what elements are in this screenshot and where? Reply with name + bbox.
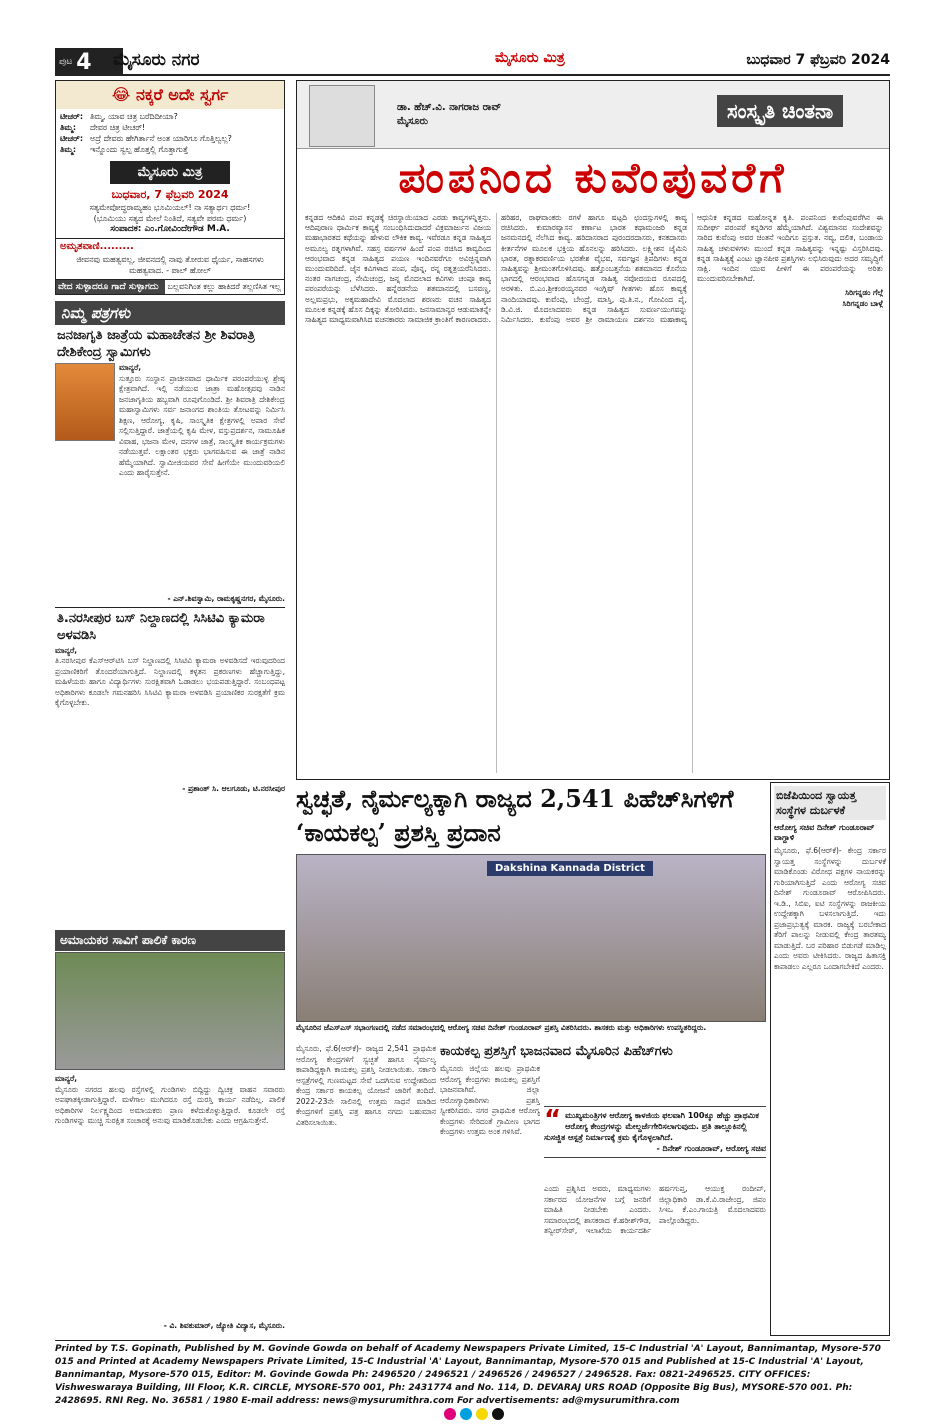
side-news-box: [770, 782, 890, 1336]
letter2-text: ತಿ.ನರಸೀಪುರ ಕೆಎಸ್‌ಆರ್‌ಟಿಸಿ ಬಸ್ ನಿಲ್ದಾಣದಲ್ಲಿ ಸಿಸಿಟಿವಿ ಕ್ಯಾಮರಾ ಅಳವಡಿಸದೆ ಇರುವುದರಿಂದ ಪ್ರಯಾಣಿಕರಿಗೆ ತೊಂದರೆಯಾಗುತ್ತಿದೆ. ನಿಲ್ದಾಣದಲ್ಲಿ ಕಳ್ಳತನ ಪ್ರಕರಣಗಳು ಹೆಚ್ಚಾಗುತ್ತಿದ್ದು, ಮಹಿಳೆಯರು ಹಾಗೂ ವಿದ್ಯಾರ್ಥಿಗಳು ಸುರಕ್ಷಿತವಾಗಿ ಓಡಾಡಲು ಭಯಪಡುತ್ತಿದ್ದಾರೆ. ಸಂಬಂಧಪಟ್ಟ ಅಧಿಕಾರಿಗಳು ಕೂಡಲೇ ಗಮನಹರಿಸಿ ಸಿಸಿಟಿವಿ ಕ್ಯಾಮರಾ ಅಳವಡಿಸಿ ಪ್ರಯಾಣಿಕರ ಸುರಕ್ಷತೆಗೆ ಕ್ರಮ ಕೈಗೊಳ್ಳಬೇಕು.: [55, 656, 285, 707]
masthead: ಮೈಸೂರು ಮಿತ್ರ: [495, 50, 565, 66]
quote-mark-icon: “: [544, 1105, 562, 1135]
motto: ಸತ್ಯಮೇವೋದ್ಧರಾಮ್ಯಹಂ ಭೂಮಿಯಲ್! ನಾ ಸತ್ಯಾರ್ಥಃ ಧರ್ಮ!: [89, 203, 251, 212]
amayaka-salutation: ಮಾನ್ಯರೆ,: [55, 1074, 78, 1083]
letter2-signature: - ಪ್ರಶಾಂತ್ ಸಿ. ಆಲಗೂಡು, ಟಿ.ನರಸೀಪುರ: [182, 784, 285, 793]
dialogue-line: ಟೀಚರ್: ತಿಮ್ಮ, ಯಾವ ಚಿತ್ರ ಬರೆದಿದೀಯಾ?: [60, 112, 178, 121]
dialogue-line: ತಿಮ್ಮ: ಇನ್ನೊಂದು ಸ್ವಲ್ಪ ಹೊತ್ತಲ್ಲಿ ಗೊತ್ತಾಗುತ್ತೆ: [60, 145, 189, 154]
feature-article: [296, 80, 890, 780]
letter1-signature: - ಎನ್.ಶಿವಸ್ವಾಮಿ, ರಾಮಕೃಷ್ಣನಗರ, ಮೈಸೂರು.: [167, 593, 285, 603]
section-title: ಮೈಸೂರು ನಗರ: [113, 50, 200, 70]
laugh-icon: 😂: [111, 85, 136, 104]
author-place: ಮೈಸೂರು: [397, 116, 429, 127]
author-byline: [397, 101, 501, 129]
proverb-text: ಬಲ್ಲವನಿಗಿಂತ ಕಲ್ಲು ಹಾಕಿದರೆ ತಲ್ಲಣಿಸಿತ ಇಲ್ಲ: [167, 282, 281, 291]
editor-line: ಸಂಪಾದಕ: ಎಂ.ಗೋವಿಂದೇಗೌಡ M.A.: [110, 224, 230, 234]
left-column: [55, 80, 285, 794]
amrutavani-heading: ಅಮೃತವಾಣಿ.........: [56, 238, 284, 254]
swamiji-photo: [55, 363, 115, 441]
letter1-salutation: ಮಾನ್ಯರೆ,: [119, 363, 142, 372]
nakkare-box: [55, 80, 285, 295]
mysuru-phc-text-continued: ಎಂದು ಪ್ರಶ್ನಿಸಿದ ಅವರು, ಮಾಧ್ಯಮಗಳು ಸರ್ಕಾರದ ಯೋಜನೆಗಳ ಬಗ್ಗೆ ಜನರಿಗೆ ಮಾಹಿತಿ ನೀಡಬೇಕು ಎಂದರು. ಸಮಾರಂಭದಲ್ಲಿ ಶಾಸಕರಾದ ಕೆ.ಹರೀಶ್‌ಗೌಡ, ತನ್ವೀರ್‌ಸೇಠ್, ಇಲಾಖೆಯ ಕಾರ್ಯದರ್ಶಿ ಹರ್ಷಗುಪ್ತ, ಆಯುಕ್ತ ರಂದೀಪ್, ಜಿಲ್ಲಾಧಿಕಾರಿ ಡಾ.ಕೆ.ವಿ.ರಾಜೇಂದ್ರ, ಜಿಪಂ ಸಿಇಒ ಕೆ.ಎಂ.ಗಾಯತ್ರಿ ಮೊದಲಾದವರು ಪಾಲ್ಗೊಂಡಿದ್ದರು.: [544, 1184, 766, 1235]
page-label: ಪುಟ: [59, 57, 73, 67]
photo-banner-text: Dakshina Kannada District: [487, 861, 653, 876]
minister-quote: “ ಮುಖ್ಯಮಂತ್ರಿಗಳ ಆರೋಗ್ಯ ಕಾಳಜಿಯ ಫಲವಾಗಿ 100ಕ್ಕೂ ಹೆಚ್ಚು ಪ್ರಾಥಮಿಕ ಆರೋಗ್ಯ ಕೇಂದ್ರಗಳನ್ನು ಮೇಲ್ದರ್ಜೆಗೇರಿಸಲಾಗುವುದು. ಪ್ರತಿ ತಾಲ್ಲೂಕಿನಲ್ಲಿ ಸುಸಜ್ಜಿತ ಆಸ್ಪತ್ರೆ ನಿರ್ಮಾಣಕ್ಕೆ ಕ್ರಮ ಕೈಗೊಳ್ಳಲಾಗಿದೆ. - ದಿನೇಶ್ ಗುಂಡೂರಾವ್, ಆರೋಗ್ಯ ಸಚಿವ: [544, 1106, 766, 1158]
letter2-salutation: ಮಾನ್ಯರೆ,: [55, 645, 78, 655]
mini-masthead-logo: ಮೈಸೂರು ಮಿತ್ರ: [110, 161, 230, 184]
side-news-text: ಮೈಸೂರು, ಫೆ.6(ಆರ್‌ಕೆ)- ಕೇಂದ್ರ ಸರ್ಕಾರ ಸ್ವಾಯತ್ತ ಸಂಸ್ಥೆಗಳನ್ನು ದುರ್ಬಳಕೆ ಮಾಡಿಕೊಂಡು ವಿರೋಧ ಪಕ್ಷಗಳ ನಾಯಕರನ್ನು ಗುರಿಯಾಗಿಸುತ್ತಿದೆ ಎಂದು ಆರೋಗ್ಯ ಸಚಿವ ದಿನೇಶ್ ಗುಂಡೂರಾವ್ ಆರೋಪಿಸಿದರು. ಇ.ಡಿ., ಸಿಬಿಐ, ಐಟಿ ಸಂಸ್ಥೆಗಳನ್ನು ರಾಜಕೀಯ ಉದ್ದೇಶಕ್ಕಾಗಿ ಬಳಸಲಾಗುತ್ತಿದೆ. ಇದು ಪ್ರಜಾಪ್ರಭುತ್ವಕ್ಕೆ ಮಾರಕ. ರಾಜ್ಯಕ್ಕೆ ಬರಬೇಕಾದ ತೆರಿಗೆ ಪಾಲನ್ನು ನೀಡುವಲ್ಲಿ ಕೇಂದ್ರ ತಾರತಮ್ಯ ಮಾಡುತ್ತಿದೆ. ಬರ ಪರಿಹಾರ ಬಿಡುಗಡೆ ಮಾಡಿಲ್ಲ ಎಂದು ಅವರು ಟೀಕಿಸಿದರು. ರಾಜ್ಯದ ಹಿತಾಸಕ್ತಿ ಕಾಪಾಡಲು ಎಲ್ಲರೂ ಒಂದಾಗಬೇಕಿದೆ ಎಂದರು.: [774, 846, 886, 971]
side-news-subhead: ಆರೋಗ್ಯ ಸಚಿವ ದಿನೇಶ್ ಗುಂಡೂರಾವ್ ವಾಗ್ದಾಳಿ: [774, 823, 875, 842]
amayaka-body: [55, 1074, 285, 1336]
article-signoff-1: ಸಿರಿಗನ್ನಡಂ ಗೆಲ್ಗೆ: [845, 288, 883, 298]
registration-mark: [476, 1408, 488, 1420]
nakkare-dialogue: [56, 109, 284, 157]
street-photo: [55, 952, 285, 1070]
registration-mark: [460, 1408, 472, 1420]
page-number: 4: [76, 49, 92, 75]
letter1-body: [55, 363, 285, 594]
kayakalpa-story-text: ಮೈಸೂರು, ಫೆ.6(ಆರ್‌ಕೆ)- ರಾಜ್ಯದ 2,541 ಪ್ರಾಥಮಿಕ ಆರೋಗ್ಯ ಕೇಂದ್ರಗಳಿಗೆ ಸ್ವಚ್ಛತೆ ಹಾಗೂ ನೈರ್ಮಲ್ಯ ಕಾಪಾಡಿದ್ದಕ್ಕಾಗಿ ಕಾಯಕಲ್ಪ ಪ್ರಶಸ್ತಿ ನೀಡಲಾಯಿತು. ಸರ್ಕಾರಿ ಆಸ್ಪತ್ರೆಗಳಲ್ಲಿ ಗುಣಮಟ್ಟದ ಸೇವೆ ಒದಗಿಸುವ ಉದ್ದೇಶದಿಂದ ಕೇಂದ್ರ ಸರ್ಕಾರ ಕಾಯಕಲ್ಪ ಯೋಜನೆ ಜಾರಿಗೆ ತಂದಿದೆ. 2022-23ನೇ ಸಾಲಿನಲ್ಲಿ ಉತ್ತಮ ಸಾಧನೆ ಮಾಡಿದ ಕೇಂದ್ರಗಳಿಗೆ ಪ್ರಶಸ್ತಿ ಪತ್ರ ಹಾಗೂ ನಗದು ಬಹುಮಾನ ವಿತರಿಸಲಾಯಿತು.: [296, 1044, 436, 1127]
kayakalpa-headline: ಸ್ವಚ್ಛತೆ, ನೈರ್ಮಲ್ಯಕ್ಕಾಗಿ ರಾಜ್ಯದ 2,541 ಪಿಹೆಚ್‌ಸಿಗಳಿಗೆ ‘ಕಾಯಕಲ್ಪ’ ಪ್ರಶಸ್ತಿ ಪ್ರದಾನ: [296, 784, 734, 847]
amayaka-headline: ಅಮಾಯಕರ ಸಾವಿಗೆ ಪಾಲಿಕೆ ಕಾರಣ: [55, 930, 285, 951]
amayaka-text: ಮೈಸೂರು ನಗರದ ಹಲವು ರಸ್ತೆಗಳಲ್ಲಿ ಗುಂಡಿಗಳು ಬಿದ್ದಿದ್ದು ದ್ವಿಚಕ್ರ ವಾಹನ ಸವಾರರು ಅಪಘಾತಕ್ಕೀಡಾಗುತ್ತಿದ್ದಾರೆ. ಮಳೆಗಾಲ ಮುಗಿದರೂ ರಸ್ತೆ ದುರಸ್ತಿ ಕಾರ್ಯ ನಡೆದಿಲ್ಲ. ಪಾಲಿಕೆ ಅಧಿಕಾರಿಗಳ ನಿರ್ಲಕ್ಷ್ಯದಿಂದ ಅಮಾಯಕರು ಪ್ರಾಣ ಕಳೆದುಕೊಳ್ಳುತ್ತಿದ್ದಾರೆ. ಕೂಡಲೇ ರಸ್ತೆ ಗುಂಡಿಗಳನ್ನು ಮುಚ್ಚಿ ಸುರಕ್ಷಿತ ಸಂಚಾರಕ್ಕೆ ಅನುವು ಮಾಡಿಕೊಡಬೇಕು ಎಂದು ಆಗ್ರಹಿಸುತ್ತೇನೆ.: [55, 1084, 285, 1125]
proverb-label: ವೇದ ಸುಳ್ಳಾದರೂ ಗಾದೆ ಸುಳ್ಳಾಗದು: [56, 280, 165, 294]
registration-mark: [444, 1408, 456, 1420]
proverb-row: [56, 279, 284, 294]
column-banner: [297, 81, 889, 149]
author-name: ಡಾ. ಹೆಚ್.ವಿ. ನಾಗರಾಜ ರಾವ್: [397, 102, 502, 113]
dialogue-line: ತಿಮ್ಮ: ದೇವರ ಚಿತ್ರ ಟೀಚರ್!: [60, 123, 146, 132]
photo-caption: ಮೈಸೂರಿನ ಜೆಎಸ್‌ಎಸ್ ಸಭಾಂಗಣದಲ್ಲಿ ನಡೆದ ಸಮಾರಂಭದಲ್ಲಿ ಆರೋಗ್ಯ ಸಚಿವ ದಿನೇಶ್ ಗುಂಡೂರಾವ್ ಪ್ರಶಸ್ತಿ ವಿತರಿಸಿದರು. ಶಾಸಕರು ಮತ್ತು ಅಧಿಕಾರಿಗಳು ಉಪಸ್ಥಿತರಿದ್ದರು.: [296, 1023, 707, 1032]
mysuru-phc-text: ಮೈಸೂರು ಜಿಲ್ಲೆಯ ಹಲವು ಪ್ರಾಥಮಿಕ ಆರೋಗ್ಯ ಕೇಂದ್ರಗಳು ಕಾಯಕಲ್ಪ ಪ್ರಶಸ್ತಿಗೆ ಭಾಜನವಾಗಿವೆ. ಜಿಲ್ಲಾ ಆರೋಗ್ಯಾಧಿಕಾರಿಗಳು ಪ್ರಶಸ್ತಿ ಸ್ವೀಕರಿಸಿದರು. ನಗರ ಪ್ರಾಥಮಿಕ ಆರೋಗ್ಯ ಕೇಂದ್ರಗಳು ಸೇರಿದಂತೆ ಗ್ರಾಮೀಣ ಭಾಗದ ಕೇಂದ್ರಗಳು ಉತ್ತಮ ಅಂಕ ಗಳಿಸಿವೆ.: [440, 1064, 540, 1136]
motto-translation: (ಭೂಮಿಯು ಸತ್ಯದ ಮೇಲೆ ನಿಂತಿದೆ, ಸತ್ಯವೇ ಪರಮ ಧರ್ಮ): [93, 214, 247, 223]
quote-attribution: - ದಿನೇಶ್ ಗುಂಡೂರಾವ್, ಆರೋಗ್ಯ ಸಚಿವ: [656, 1144, 766, 1153]
mysuru-phc-headline: ಕಾಯಕಲ್ಪ ಪ್ರಶಸ್ತಿಗೆ ಭಾಜನವಾದ ಮೈಸೂರಿನ ಪಿಹೆಚ್‌ಗಳು: [440, 1044, 673, 1059]
article-headline: ಪಂಪನಿಂದ ಕುವೆಂಪುವರೆಗೆ: [398, 153, 788, 202]
letter2-title: ತಿ.ನರಸೀಪುರ ಬಸ್ ನಿಲ್ದಾಣದಲ್ಲಿ ಸಿಸಿಟಿವಿ ಕ್ಯಾಮರಾ ಅಳವಡಿಸಿ: [55, 607, 285, 646]
author-portrait: [309, 85, 375, 147]
column-title: ಸಂಸ್ಕೃತಿ ಚಿಂತನಾ: [717, 95, 843, 127]
award-ceremony-photo: [296, 854, 766, 1022]
nakkare-date: ಬುಧವಾರ, 7 ಫೆಬ್ರವರಿ 2024: [111, 188, 229, 201]
amrutavani-text: ಜೀವನವು ಮಹತ್ವವಲ್ಲ, ಜೀವನದಲ್ಲಿ ನಾವು ತೋರುವ ಧೈರ್ಯ, ಸಾಹಸಗಳು ಮಹತ್ವವಾದ. - ಪಾಲ್ ಹೋಲ್: [76, 255, 264, 275]
page-header: [55, 48, 890, 76]
article-signoff-2: ಸಿರಿಗನ್ನಡಂ ಬಾಳ್ಗೆ: [842, 298, 883, 308]
letters-heading: ನಿಮ್ಮ ಪತ್ರಗಳು: [55, 301, 285, 325]
letter1-text: ಸುತ್ತೂರು ಸಂಸ್ಥಾನ ಪ್ರಾಚೀನವಾದ ಧಾರ್ಮಿಕ ಪರಂಪರೆಯುಳ್ಳ ಶ್ರೇಷ್ಠ ಕ್ಷೇತ್ರವಾಗಿದೆ. ಇಲ್ಲಿ ನಡೆಯುವ ಜಾತ್ರಾ ಮಹೋತ್ಸವವು ನಾಡಿನ ಜನಜಾಗೃತಿಯ ಹಬ್ಬವಾಗಿ ರೂಪುಗೊಂಡಿದೆ. ಶ್ರೀ ಶಿವರಾತ್ರಿ ದೇಶಿಕೇಂದ್ರ ಮಹಾಸ್ವಾಮಿಗಳು ಸರ್ವ ಜನಾಂಗದ ಶಾಂತಿಯ ತೋಟವನ್ನು ನಿರ್ಮಿಸಿ ಶಿಕ್ಷಣ, ಆರೋಗ್ಯ, ಕೃಷಿ, ಸಾಂಸ್ಕೃತಿಕ ಕ್ಷೇತ್ರಗಳಲ್ಲಿ ಅಪಾರ ಸೇವೆ ಸಲ್ಲಿಸುತ್ತಿದ್ದಾರೆ. ಜಾತ್ರೆಯಲ್ಲಿ ಕೃಷಿ ಮೇಳ, ವಸ್ತುಪ್ರದರ್ಶನ, ಸಾಮೂಹಿಕ ವಿವಾಹ, ಭಜನಾ ಮೇಳ, ದನಗಳ ಜಾತ್ರೆ, ಸಾಂಸ್ಕೃತಿಕ ಕಾರ್ಯಕ್ರಮಗಳು ನಡೆಯುತ್ತವೆ. ಲಕ್ಷಾಂತರ ಭಕ್ತರು ಭಾಗವಹಿಸುವ ಈ ಜಾತ್ರೆ ನಾಡಿನ ಹೆಮ್ಮೆಯಾಗಿದೆ. ಸ್ವಾಮೀಜಿಯವರ ಸೇವೆ ಹೀಗೆಯೇ ಮುಂದುವರಿಯಲಿ ಎಂದು ಹಾರೈಸುತ್ತೇನೆ.: [119, 373, 285, 477]
letter1-title: ಜನಜಾಗೃತಿ ಜಾತ್ರೆಯ ಮಹಾಚೇತನ ಶ್ರೀ ಶಿವರಾತ್ರಿ ದೇಶಿಕೇಂದ್ರ ಸ್ವಾಮಿಗಳು: [57, 328, 255, 360]
amayaka-signature: - ವಿ. ಶಿವಕುಮಾರ್, ಜ್ಯೋತಿ ವಿದ್ಯಾಸ, ಮೈಸೂರು.: [163, 1320, 285, 1330]
header-date: ಬುಧವಾರ 7 ಫೆಬ್ರವರಿ 2024: [746, 52, 890, 68]
nakkare-title: 😂 ನಕ್ಕರೆ ಅದೇ ಸ್ವರ್ಗ: [56, 81, 284, 109]
side-news-headline: ಬಿಜೆಪಿಯಿಂದ ಸ್ವಾಯತ್ತ ಸಂಸ್ಥೆಗಳ ದುರ್ಬಳಕೆ: [774, 786, 886, 820]
imprint-footer: Printed by T.S. Gopinath, Published by M. Govinde Gowda on behalf of Academy Newspapers Private Limited, 15-C Industrial 'A' Layout, Bannimantap, Mysore-570 015 and Printed at Academy Newspapers Private Limited, 15-C Industrial 'A' Layout, Bannimantap, Mysore-570 015 and Published at 15-C Industrial 'A' Layout, Bannimantap, Mysore-570 015, Editor: M. Govinde Gowda Ph: 2496520 / 2496521 / 2496526 / 2496527 / 2496528. Fax: 0821-2496525. CITY OFFICES: Vishweswaraya Building, III Floor, K.R. CIRCLE, MYSORE-570 001, Ph: 2431774 and No. 114, D. DEVARAJ URS ROAD (Opposite Big Bus), MYSORE-570 001. Ph: 2428695. RNI Reg. No. 36581 / 1980 E-mail address: news@mysurumithra.com For advertisements: ad@mysurumithra.com: [55, 1340, 890, 1408]
dialogue-line: ಟೀಚರ್: ಅದ್ರೆ ದೇವರು ಹೇಗಿರ್ತಾನೆ ಅಂತ ಯಾರಿಗೂ ಗೊತ್ತಿಲ್ವಲ್ಲ?: [60, 134, 232, 143]
registration-mark: [492, 1408, 504, 1420]
article-body: ಕನ್ನಡದ ಆದಿಕವಿ ಪಂಪ ಕನ್ನಡಕ್ಕೆ ಚಿರಸ್ಥಾಯಿಯಾದ ಎರಡು ಕಾವ್ಯಗಳನ್ನಿತ್ತನು. ಆದಿಪುರಾಣ ಧಾರ್ಮಿಕ ಕಾವ್ಯಕ್ಕೆ ಸಂಬಂಧಿಸಿದುದಾದರೆ ವಿಕ್ರಮಾರ್ಜುನ ವಿಜಯ ಮಹಾಭಾರತದ ಕಥೆಯನ್ನು ಹೇಳುವ ಲೌಕಿಕ ಕಾವ್ಯ. ಇವೆರಡೂ ಕನ್ನಡ ಸಾಹಿತ್ಯದ ಅಮೂಲ್ಯ ರತ್ನಗಳಾಗಿವೆ. ಸಹಸ್ರ ವರ್ಷಗಳ ಹಿಂದೆ ಪಂಪ ರಚಿಸಿದ ಕಾವ್ಯದಿಂದ ಆರಂಭವಾದ ಕನ್ನಡ ಸಾಹಿತ್ಯದ ಪಯಣ ಇಂದಿನವರೆಗೂ ಅವಿಚ್ಛಿನ್ನವಾಗಿ ಮುಂದುವರಿದಿದೆ. ಜೈನ ಕವಿಗಳಾದ ಪಂಪ, ಪೊನ್ನ, ರನ್ನ ರತ್ನತ್ರಯರೆನಿಸಿದರು. ನಂತರ ನಾಗಚಂದ್ರ, ನೇಮಿಚಂದ್ರ, ಜನ್ನ ಮೊದಲಾದ ಕವಿಗಳು ಚಂಪೂ ಕಾವ್ಯ ಪರಂಪರೆಯನ್ನು ಬೆಳೆಸಿದರು. ಹನ್ನೆರಡನೆಯ ಶತಮಾನದಲ್ಲಿ ಬಸವಣ್ಣ, ಅಲ್ಲಮಪ್ರಭು, ಅಕ್ಕಮಹಾದೇವಿ ಮೊದಲಾದ ಶರಣರು ವಚನ ಸಾಹಿತ್ಯದ ಮೂಲಕ ಕನ್ನಡಕ್ಕೆ ಹೊಸ ದಿಕ್ಕನ್ನು ತೋರಿಸಿದರು. ಜನಸಾಮಾನ್ಯರ ಆಡುಮಾತನ್ನೇ ಸಾಹಿತ್ಯದ ಮಾಧ್ಯಮವಾಗಿಸಿದ ವಚನಕಾರರು ಸಾಮಾಜಿಕ ಕ್ರಾಂತಿಗೆ ಕಾರಣರಾದರು. ಹರಿಹರ, ರಾಘವಾಂಕರು ರಗಳೆ ಹಾಗೂ ಷಟ್ಪದಿ ಛಂದಸ್ಸುಗಳಲ್ಲಿ ಕಾವ್ಯ ರಚಿಸಿದರು. ಕುಮಾರವ್ಯಾಸನ ಕರ್ಣಾಟ ಭಾರತ ಕಥಾಮಂಜರಿ ಕನ್ನಡ ಜನಮನದಲ್ಲಿ ನೆಲೆಸಿದ ಕಾವ್ಯ. ಹರಿದಾಸರಾದ ಪುರಂದರದಾಸರು, ಕನಕದಾಸರು ಕೀರ್ತನೆಗಳ ಮೂಲಕ ಭಕ್ತಿಯ ಹೊನಲನ್ನು ಹರಿಸಿದರು. ಲಕ್ಷ್ಮೀಶನ ಜೈಮಿನಿ ಭಾರತ, ರತ್ನಾಕರವರ್ಣಿಯ ಭರತೇಶ ವೈಭವ, ಸರ್ವಜ್ಞನ ತ್ರಿಪದಿಗಳು ಕನ್ನಡ ಸಾಹಿತ್ಯವನ್ನು ಶ್ರೀಮಂತಗೊಳಿಸಿದವು. ಹತ್ತೊಂಬತ್ತನೆಯ ಶತಮಾನದ ಕೊನೆಯ ಭಾಗದಲ್ಲಿ ಆರಂಭವಾದ ಹೊಸಗನ್ನಡ ಸಾಹಿತ್ಯ ನವೋದಯದ ರೂಪದಲ್ಲಿ ಅರಳಿತು. ಬಿ.ಎಂ.ಶ್ರೀಕಂಠಯ್ಯನವರ ಇಂಗ್ಲಿಷ್ ಗೀತಗಳು ಹೊಸ ಕಾವ್ಯಕ್ಕೆ ನಾಂದಿಯಾದವು. ಕುವೆಂಪು, ಬೇಂದ್ರೆ, ಮಾಸ್ತಿ, ಪು.ತಿ.ನ., ಗೋವಿಂದ ಪೈ, ಡಿ.ವಿ.ಜಿ. ಮೊದಲಾದವರು ಕನ್ನಡ ಸಾಹಿತ್ಯದ ಸುವರ್ಣಯುಗವನ್ನು ನಿರ್ಮಿಸಿದರು. ಕುವೆಂಪು ಅವರ ಶ್ರೀ ರಾಮಾಯಣ ದರ್ಶನಂ ಮಹಾಕಾವ್ಯ ಆಧುನಿಕ ಕನ್ನಡದ ಮಹೋನ್ನತ ಕೃತಿ. ಪಂಪನಿಂದ ಕುವೆಂಪುವರೆಗಿನ ಈ ಸುದೀರ್ಘ ಪರಂಪರೆ ಕನ್ನಡಿಗರ ಹೆಮ್ಮೆಯಾಗಿದೆ. ವಿಶ್ವಮಾನವ ಸಂದೇಶವನ್ನು ಸಾರಿದ ಕುವೆಂಪು ಅವರ ಚಿಂತನೆ ಇಂದಿಗೂ ಪ್ರಸ್ತುತ. ನವ್ಯ, ದಲಿತ, ಬಂಡಾಯ ಸಾಹಿತ್ಯ ಚಳುವಳಿಗಳು ಮುಂದೆ ಕನ್ನಡ ಸಾಹಿತ್ಯವನ್ನು ಇನ್ನಷ್ಟು ವಿಸ್ತರಿಸಿದವು. ಕನ್ನಡ ಸಾಹಿತ್ಯಕ್ಕೆ ಎಂಟು ಜ್ಞಾನಪೀಠ ಪ್ರಶಸ್ತಿಗಳು ಲಭಿಸಿರುವುದು ಅದರ ಸಮೃದ್ಧಿಗೆ ಸಾಕ್ಷಿ. ಇಂದಿನ ಯುವ ಪೀಳಿಗೆ ಈ ಪರಂಪರೆಯನ್ನು ಅರಿತು ಮುಂದುವರಿಸಬೇಕಾಗಿದೆ. ಸಿರಿಗನ್ನಡಂ ಗೆಲ್ಗೆ ಸಿರಿಗನ್ನಡಂ ಬಾಳ್ಗೆ: [305, 213, 883, 325]
